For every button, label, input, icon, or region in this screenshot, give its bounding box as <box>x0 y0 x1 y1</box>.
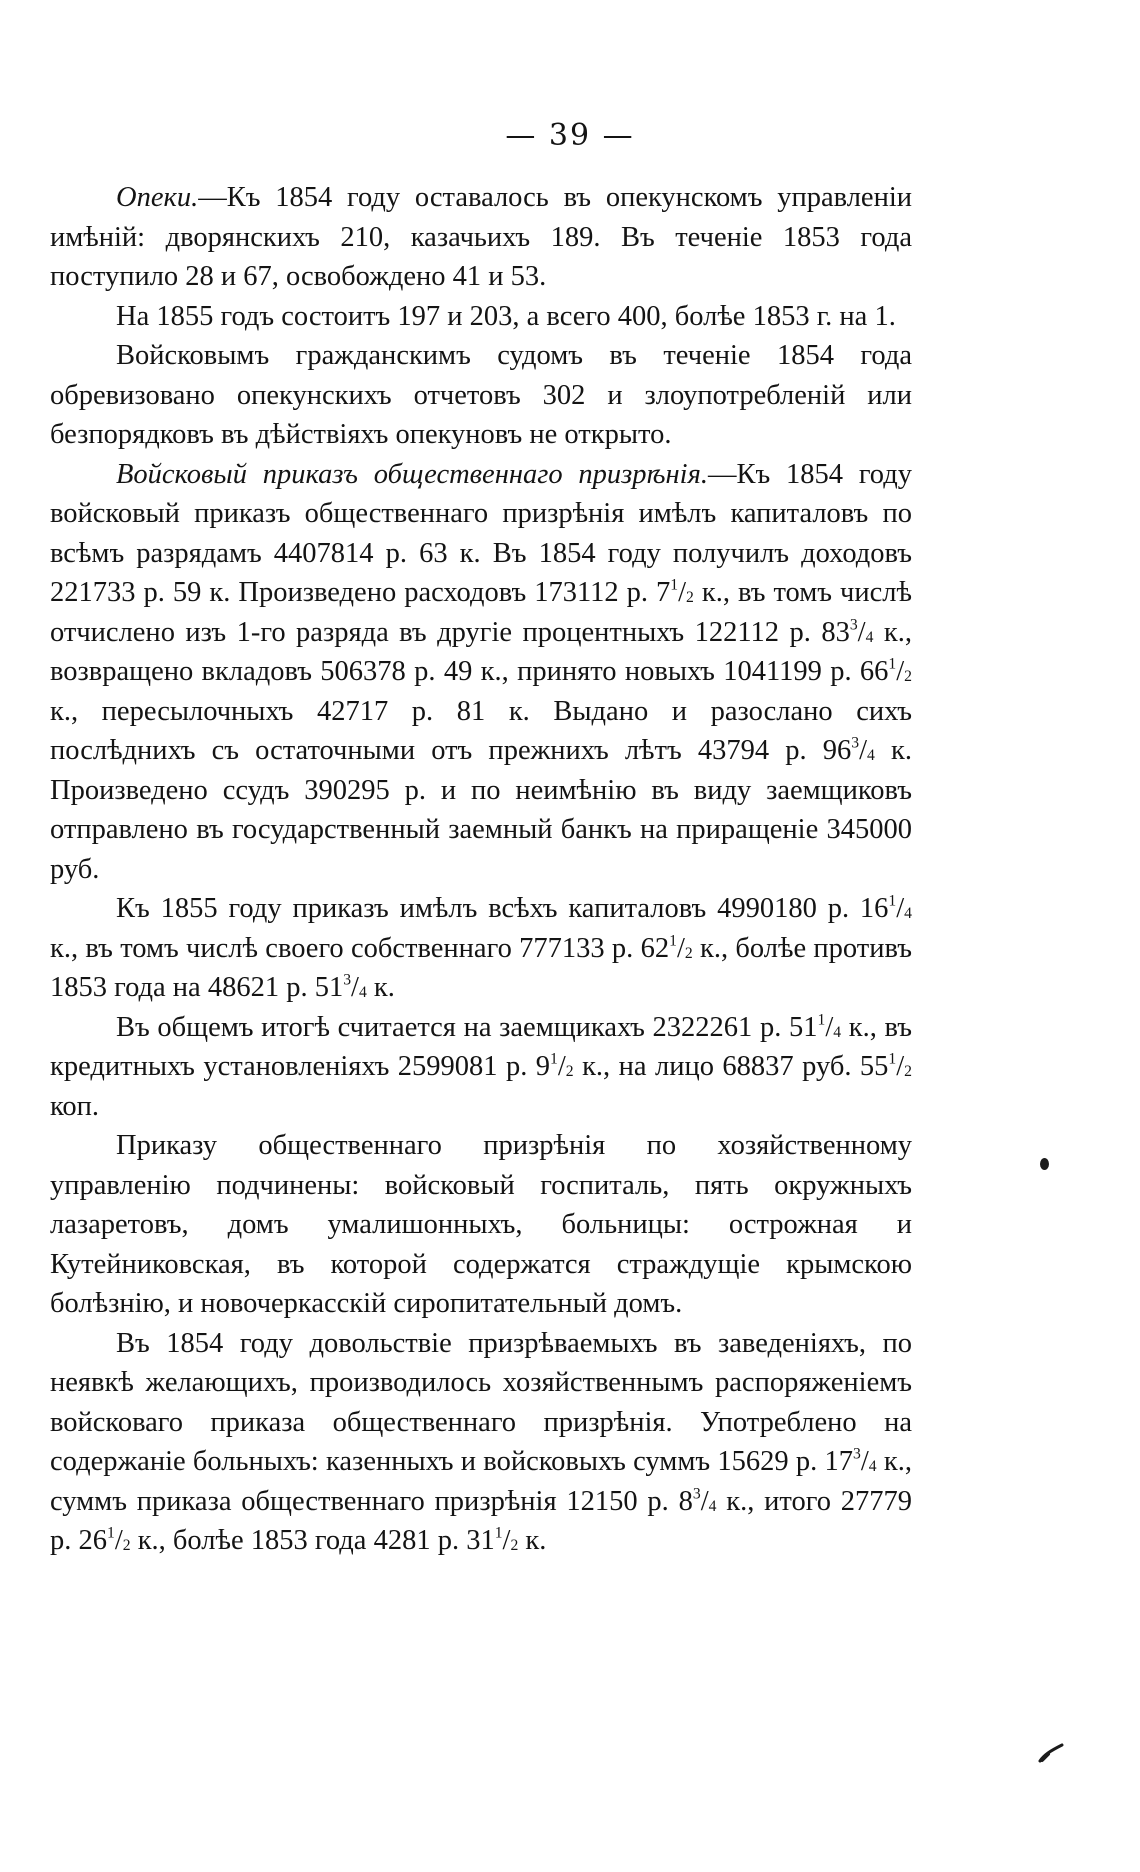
paragraph-court-audit: Войсковымъ гражданскимъ судомъ въ теченіе 1854 года обревизовано опекунскихъ отчетовъ 302 и злоупотребленій или безпорядковъ въ дѣйствіяхъ опекуновъ не открыто. <box>50 340 912 450</box>
ink-stroke-mark <box>1038 1743 1064 1763</box>
section-title-welfare-office: Войсковый приказъ общественнаго призрѣнія. <box>116 458 708 490</box>
page-body <box>50 178 912 1561</box>
section-title-guardianship: Опеки. <box>116 182 199 213</box>
paragraph-1855-count: На 1855 годъ состоитъ 197 и 203, а всего 400, болѣе 1853 г. на 1. <box>116 300 896 332</box>
paragraph-provisioning: Въ 1854 году довольствіе призрѣваемыхъ въ заведеніяхъ, по неявкѣ желающихъ, производилось хозяйственнымъ распоряженіемъ войсковаго приказа общественнаго призрѣнія. Употреблено на содержаніе больныхъ: казенныхъ и войсковыхъ суммъ 15629 р. $17^3/_4$ к., суммъ приказа общественнаго призрѣнія 12150 р. $8^3/_4$ к., итого 27779 р. $26^1/_2$ к., болѣе 1853 года 4281 р. $31^1/_2$ к. <box>50 1327 912 1556</box>
paragraph-capital-1855: Къ 1855 году приказъ имѣлъ всѣхъ капиталовъ 4990180 р. $16^1/_4$ к., въ томъ числѣ своего собственнаго 777133 р. $62^1/_2$ к., болѣе противъ 1853 года на 48621 р. $51^3/_4$ к. <box>50 892 912 1003</box>
paragraph-institutions: Приказу общественнаго призрѣнія по хозяйственному управленію подчинены: войсковый госпиталь, пять окружныхъ лазаретовъ, домъ умалишонныхъ, больницы: острожная и Кутейниковская, въ которой содержатся страждущіе крымскою болѣзнію, и новочеркасскій сиропитательный домъ. <box>50 1130 912 1319</box>
paragraph-guardianship: Опеки.—Къ 1854 году оставалось въ опекунскомъ управленіи имѣній: дворянскихъ 210, казачьихъ 189. Въ теченіе 1853 года поступило 28 и 67, освобождено 41 и 53. <box>50 182 912 292</box>
paragraph-totals: Въ общемъ итогѣ считается на заемщикахъ 2322261 р. $51^1/_4$ к., въ кредитныхъ установленіяхъ 2599081 р. $9^1/_2$ к., на лицо 68837 руб. $55^1/_2$ коп. <box>50 1010 912 1122</box>
page-number: — 39 — <box>505 118 635 153</box>
paragraph-welfare-office: Войсковый приказъ общественнаго призрѣнія.—Къ 1854 году войсковый приказъ общественнаго призрѣнія имѣлъ капиталовъ по всѣмъ разрядамъ 4407814 р. 63 к. Въ 1854 году получилъ доходовъ 221733 р. 59 к. Произведено расходовъ 173112 р. $7^1/_2$ к., въ томъ числѣ отчислено изъ 1-го разряда въ другіе процентныхъ 122112 р. $83^3/_4$ к., возвращено вкладовъ 506378 р. 49 к., принято новыхъ 1041199 р. $66^1/_2$ к., пересылочныхъ 42717 р. 81 к. Выдано и разослано сихъ послѣднихъ съ остаточными отъ прежнихъ лѣтъ 43794 р. $96^3/_4$ к. Произведено ссудъ 390295 р. и по неимѣнію въ виду заемщиковъ отправлено въ государственный заемный банкъ на приращеніе 345000 руб. <box>50 458 912 885</box>
ink-dot-mark <box>1040 1158 1049 1170</box>
